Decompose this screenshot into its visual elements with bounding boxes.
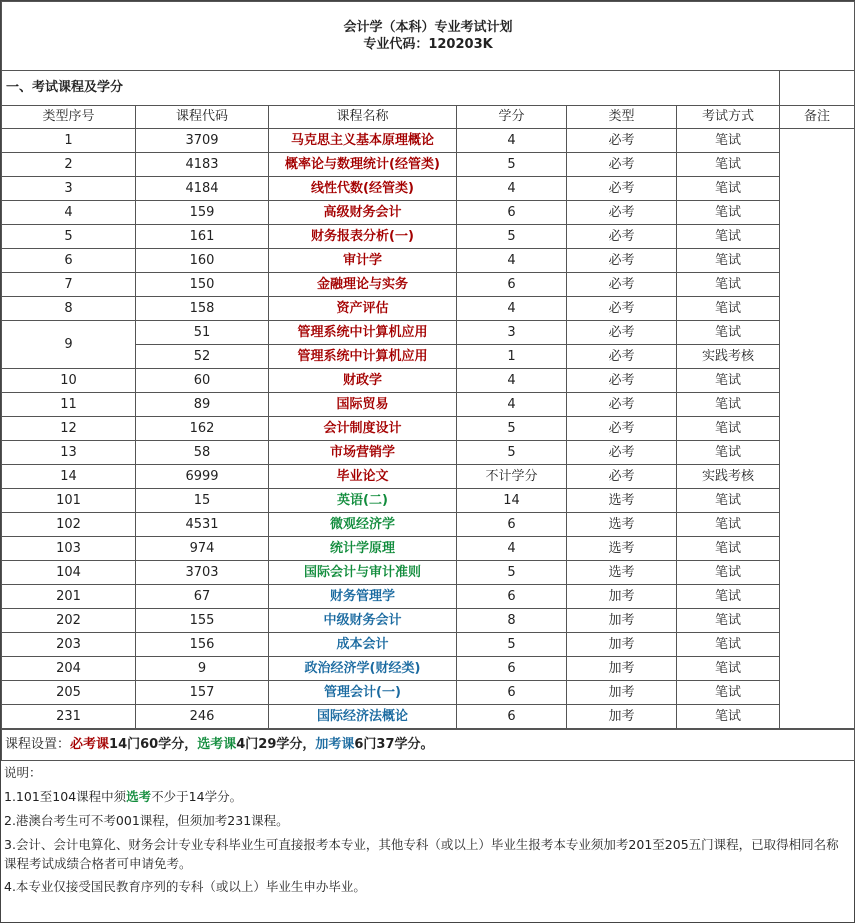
summary-elective-label: 选考课: [197, 737, 237, 752]
cell-course-name: 管理系统中计算机应用: [269, 321, 457, 345]
cell-credit: 6: [457, 585, 567, 609]
table-row: [2, 297, 855, 321]
table-row: [2, 225, 855, 249]
section-right-blank: [780, 71, 855, 106]
cell-seq: 11: [2, 393, 136, 417]
header-name: 课程名称: [269, 106, 457, 129]
cell-code: 161: [136, 225, 269, 249]
table-row: [2, 273, 855, 297]
summary-prefix: 课程设置：: [5, 737, 71, 752]
cell-course-name: 管理系统中计算机应用: [269, 345, 457, 369]
note-2: 2.港澳台考生可不考001课程，但须加考231课程。: [4, 813, 289, 828]
title-cell: [2, 2, 855, 71]
cell-credit: 6: [457, 681, 567, 705]
cell-seq: 3: [2, 177, 136, 201]
cell-credit: 5: [457, 561, 567, 585]
cell-credit: 5: [457, 153, 567, 177]
cell-seq: 102: [2, 513, 136, 537]
table-row: [2, 393, 855, 417]
table-row: [2, 321, 855, 345]
cell-seq: 7: [2, 273, 136, 297]
cell-method: 笔试: [677, 705, 780, 729]
cell-code: 67: [136, 585, 269, 609]
cell-type: 必考: [567, 417, 677, 441]
cell-code: 9: [136, 657, 269, 681]
cell-seq: 204: [2, 657, 136, 681]
table-row: [2, 705, 855, 729]
cell-type: 加考: [567, 633, 677, 657]
table-row: [2, 177, 855, 201]
cell-credit: 4: [457, 297, 567, 321]
cell-credit: 5: [457, 633, 567, 657]
note-1: [4, 787, 851, 806]
cell-credit: 4: [457, 537, 567, 561]
cell-type: 加考: [567, 657, 677, 681]
table-row: [2, 441, 855, 465]
cell-course-name: 中级财务会计: [269, 609, 457, 633]
note-1-text-b: 不少于14学分。: [151, 789, 243, 804]
cell-course-name: 财政学: [269, 369, 457, 393]
note-3: 3.会计、会计电算化、财务会计专业专科毕业生可直接报考本专业，其他专科（或以上）毕业生报考本专业须加考201至205五门课程，已取得相同名称课程考试成绩合格者可申请免考。: [4, 837, 839, 871]
cell-course-name: 英语(二): [269, 489, 457, 513]
cell-credit: 4: [457, 249, 567, 273]
table-row: [2, 681, 855, 705]
cell-course-name: 财务管理学: [269, 585, 457, 609]
cell-course-name: 成本会计: [269, 633, 457, 657]
cell-code: 162: [136, 417, 269, 441]
cell-seq: 104: [2, 561, 136, 585]
cell-method: 笔试: [677, 201, 780, 225]
cell-method: 笔试: [677, 489, 780, 513]
cell-method: 笔试: [677, 561, 780, 585]
notes-section: [1, 761, 854, 896]
cell-code: 150: [136, 273, 269, 297]
cell-seq: 101: [2, 489, 136, 513]
cell-seq: 10: [2, 369, 136, 393]
cell-code: 160: [136, 249, 269, 273]
cell-code: 89: [136, 393, 269, 417]
cell-method: 笔试: [677, 393, 780, 417]
section-title: 一、考试课程及学分: [2, 71, 780, 106]
table-row: [2, 465, 855, 489]
header-code: 课程代码: [136, 106, 269, 129]
cell-code: 156: [136, 633, 269, 657]
cell-course-name: 线性代数(经管类): [269, 177, 457, 201]
cell-method: 笔试: [677, 129, 780, 153]
cell-course-name: 毕业论文: [269, 465, 457, 489]
cell-type: 选考: [567, 513, 677, 537]
cell-method: 笔试: [677, 609, 780, 633]
table-row: [2, 417, 855, 441]
cell-type: 必考: [567, 201, 677, 225]
table-row: [2, 513, 855, 537]
cell-method: 笔试: [677, 369, 780, 393]
cell-method: 笔试: [677, 417, 780, 441]
cell-type: 必考: [567, 153, 677, 177]
cell-code: 4531: [136, 513, 269, 537]
cell-credit: 不计学分: [457, 465, 567, 489]
cell-seq: 1: [2, 129, 136, 153]
cell-credit: 14: [457, 489, 567, 513]
table-row: [2, 249, 855, 273]
cell-code: 159: [136, 201, 269, 225]
cell-course-name: 会计制度设计: [269, 417, 457, 441]
table-row: [2, 657, 855, 681]
cell-seq: 2: [2, 153, 136, 177]
cell-code: 155: [136, 609, 269, 633]
cell-method: 笔试: [677, 657, 780, 681]
table-row: [2, 561, 855, 585]
cell-method: 实践考核: [677, 465, 780, 489]
cell-seq: 12: [2, 417, 136, 441]
cell-code: 3703: [136, 561, 269, 585]
course-summary: [2, 730, 855, 761]
cell-type: 必考: [567, 129, 677, 153]
table-row: [2, 489, 855, 513]
note-1-text-a: 1.101至104课程中须: [4, 789, 127, 804]
cell-credit: 6: [457, 657, 567, 681]
cell-type: 选考: [567, 489, 677, 513]
cell-type: 必考: [567, 297, 677, 321]
cell-credit: 6: [457, 705, 567, 729]
table-row: [2, 129, 855, 153]
cell-course-name: 马克思主义基本原理概论: [269, 129, 457, 153]
cell-code: 158: [136, 297, 269, 321]
cell-credit: 4: [457, 393, 567, 417]
cell-credit: 5: [457, 441, 567, 465]
major-code: 专业代码：120203K: [363, 37, 493, 52]
summary-additional-label: 加考课: [315, 737, 355, 752]
cell-course-name: 管理会计(一): [269, 681, 457, 705]
cell-seq: 13: [2, 441, 136, 465]
cell-type: 加考: [567, 681, 677, 705]
cell-credit: 6: [457, 201, 567, 225]
cell-method: 笔试: [677, 249, 780, 273]
cell-seq: 5: [2, 225, 136, 249]
cell-course-name: 市场营销学: [269, 441, 457, 465]
summary-required-label: 必考课: [70, 737, 110, 752]
cell-code: 246: [136, 705, 269, 729]
cell-method: 笔试: [677, 513, 780, 537]
header-method: 考试方式: [677, 106, 780, 129]
cell-type: 必考: [567, 393, 677, 417]
cell-remark: [780, 129, 855, 729]
cell-type: 必考: [567, 273, 677, 297]
cell-type: 选考: [567, 561, 677, 585]
cell-credit: 8: [457, 609, 567, 633]
cell-code: 3709: [136, 129, 269, 153]
cell-course-name: 国际经济法概论: [269, 705, 457, 729]
header-type: 类型: [567, 106, 677, 129]
cell-seq: 203: [2, 633, 136, 657]
cell-method: 笔试: [677, 681, 780, 705]
cell-credit: 3: [457, 321, 567, 345]
cell-course-name: 国际贸易: [269, 393, 457, 417]
cell-course-name: 资产评估: [269, 297, 457, 321]
table-row: [2, 609, 855, 633]
note-4: 4.本专业仅接受国民教育序列的专科（或以上）毕业生申办毕业。: [4, 879, 366, 894]
cell-method: 笔试: [677, 633, 780, 657]
cell-course-name: 金融理论与实务: [269, 273, 457, 297]
cell-course-name: 财务报表分析(一): [269, 225, 457, 249]
cell-course-name: 高级财务会计: [269, 201, 457, 225]
table-row: [2, 153, 855, 177]
cell-course-name: 概率论与数理统计(经管类): [269, 153, 457, 177]
cell-code: 4183: [136, 153, 269, 177]
table-row: [2, 369, 855, 393]
cell-method: 笔试: [677, 441, 780, 465]
cell-seq: 202: [2, 609, 136, 633]
header-remark: 备注: [780, 106, 855, 129]
cell-seq: 9: [2, 321, 136, 369]
cell-method: 笔试: [677, 297, 780, 321]
cell-seq: 6: [2, 249, 136, 273]
cell-method: 笔试: [677, 537, 780, 561]
notes-title: 说明：: [4, 765, 42, 780]
table-row: [2, 585, 855, 609]
cell-seq: 8: [2, 297, 136, 321]
cell-code: 157: [136, 681, 269, 705]
summary-required-text: 14门60学分，: [109, 737, 198, 752]
cell-type: 选考: [567, 537, 677, 561]
cell-credit: 5: [457, 417, 567, 441]
cell-code: 51: [136, 321, 269, 345]
cell-code: 58: [136, 441, 269, 465]
cell-type: 必考: [567, 465, 677, 489]
cell-method: 笔试: [677, 177, 780, 201]
cell-type: 加考: [567, 609, 677, 633]
table-row: [2, 537, 855, 561]
summary-additional-text: 6门37学分。: [354, 737, 434, 752]
cell-type: 必考: [567, 225, 677, 249]
cell-seq: 4: [2, 201, 136, 225]
cell-method: 实践考核: [677, 345, 780, 369]
cell-credit: 6: [457, 513, 567, 537]
table-row: [2, 633, 855, 657]
note-1-highlight: 选考: [126, 789, 152, 804]
cell-method: 笔试: [677, 153, 780, 177]
cell-code: 60: [136, 369, 269, 393]
exam-plan-table: [1, 1, 855, 729]
cell-seq: 201: [2, 585, 136, 609]
cell-type: 必考: [567, 441, 677, 465]
cell-code: 52: [136, 345, 269, 369]
cell-course-name: 微观经济学: [269, 513, 457, 537]
cell-course-name: 统计学原理: [269, 537, 457, 561]
table-row: [2, 201, 855, 225]
cell-code: 4184: [136, 177, 269, 201]
summary-elective-text: 4门29学分，: [236, 737, 316, 752]
cell-course-name: 政治经济学(财经类): [269, 657, 457, 681]
cell-method: 笔试: [677, 273, 780, 297]
cell-method: 笔试: [677, 321, 780, 345]
cell-course-name: 国际会计与审计准则: [269, 561, 457, 585]
cell-seq: 14: [2, 465, 136, 489]
header-credit: 学分: [457, 106, 567, 129]
cell-type: 必考: [567, 177, 677, 201]
cell-seq: 205: [2, 681, 136, 705]
cell-course-name: 审计学: [269, 249, 457, 273]
cell-code: 6999: [136, 465, 269, 489]
cell-code: 974: [136, 537, 269, 561]
cell-code: 15: [136, 489, 269, 513]
header-row: [2, 106, 855, 129]
cell-seq: 103: [2, 537, 136, 561]
cell-type: 必考: [567, 369, 677, 393]
header-seq: 类型序号: [2, 106, 136, 129]
cell-credit: 4: [457, 177, 567, 201]
cell-method: 笔试: [677, 225, 780, 249]
cell-credit: 4: [457, 369, 567, 393]
summary-table: [1, 729, 855, 761]
cell-type: 加考: [567, 585, 677, 609]
cell-seq: 231: [2, 705, 136, 729]
page-title: 会计学（本科）专业考试计划: [343, 20, 513, 35]
cell-credit: 1: [457, 345, 567, 369]
cell-type: 加考: [567, 705, 677, 729]
cell-credit: 4: [457, 129, 567, 153]
cell-type: 必考: [567, 321, 677, 345]
cell-type: 必考: [567, 249, 677, 273]
cell-credit: 5: [457, 225, 567, 249]
cell-credit: 6: [457, 273, 567, 297]
cell-method: 笔试: [677, 585, 780, 609]
cell-type: 必考: [567, 345, 677, 369]
